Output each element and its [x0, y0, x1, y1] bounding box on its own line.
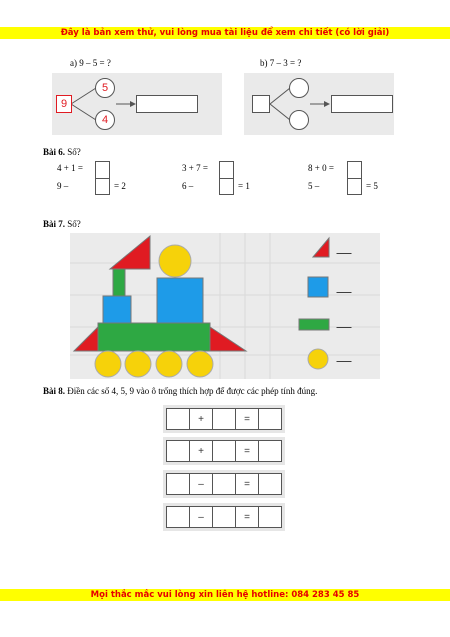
bai6-answer-box-1[interactable] [95, 161, 110, 195]
bai6-r2c1-right: = 2 [114, 181, 126, 191]
bai6-r2c3-left: 5 – [308, 181, 320, 191]
bai7-subtitle: Số? [67, 219, 81, 229]
bai6-r1c2-text: 3 + 7 = [182, 163, 208, 173]
eq4-blank-3[interactable] [259, 507, 281, 527]
bai6-r1c3-text: 8 + 0 = [308, 163, 334, 173]
legend-dots-rectangle[interactable]: ............... [336, 321, 351, 330]
bai6-r2c2-right: = 1 [238, 181, 250, 191]
train-cabin-square [157, 278, 203, 323]
train-top-circle [159, 245, 191, 277]
eq2-operator: + [190, 441, 213, 461]
bai6-subtitle: Số? [67, 147, 81, 157]
eq4-blank-2[interactable] [213, 507, 236, 527]
eq1-operator: + [190, 409, 213, 429]
part-b-label: b) 7 – 3 = ? [260, 58, 302, 68]
bai6-heading [43, 147, 81, 157]
equation-row-4 [166, 506, 282, 528]
eq1-blank-2[interactable] [213, 409, 236, 429]
bai6-title: Bài 6. [43, 147, 66, 157]
train-roof-triangle [110, 236, 150, 269]
eq2-blank-2[interactable] [213, 441, 236, 461]
bai7-title: Bài 7. [43, 219, 66, 229]
eq4-operator: – [190, 507, 213, 527]
eq3-blank-3[interactable] [259, 474, 281, 494]
bai8-heading [43, 386, 317, 396]
answer-box-b[interactable] [331, 95, 393, 113]
legend-triangle [313, 238, 329, 257]
equation-row-1 [166, 408, 282, 430]
eq2-blank-3[interactable] [259, 441, 281, 461]
eq3-operator: – [190, 474, 213, 494]
train-chimney-rect [113, 269, 125, 296]
bottom-circle-b[interactable] [289, 110, 309, 130]
train-front-square [103, 296, 131, 323]
bai6-answer-box-3[interactable] [347, 161, 362, 195]
eq3-blank-1[interactable] [167, 474, 190, 494]
train-wheel-3 [156, 351, 182, 377]
bai6-answer-box-2[interactable] [219, 161, 234, 195]
legend-dots-circle[interactable]: ............... [336, 355, 351, 364]
eq1-blank-1[interactable] [167, 409, 190, 429]
equation-row-3 [166, 473, 282, 495]
eq2-blank-1[interactable] [167, 441, 190, 461]
part-a-label: a) 9 – 5 = ? [70, 58, 111, 68]
diagram-a-panel [52, 73, 222, 135]
answer-box-a[interactable] [136, 95, 198, 113]
legend-circle [308, 349, 328, 369]
eq4-blank-1[interactable] [167, 507, 190, 527]
bai6-r2c1-left: 9 – [57, 181, 69, 191]
bai6-r1c1-text: 4 + 1 = [57, 163, 83, 173]
legend-rectangle [299, 319, 329, 330]
bai8-instruction: Điền các số 4, 5, 9 vào ô trống thích hợp để được các phép tính đúng. [67, 386, 318, 396]
bai7-panel [70, 233, 380, 379]
train-wheel-1 [95, 351, 121, 377]
eq1-blank-3[interactable] [259, 409, 281, 429]
header-banner: Đây là bản xem thử, vui lòng mua tài liệu để xem chi tiết (có lời giải) [0, 27, 450, 39]
legend-dots-square[interactable]: ............... [336, 286, 351, 295]
bai7-shapes [70, 233, 380, 379]
train-wheel-4 [187, 351, 213, 377]
eq3-equals: = [236, 474, 259, 494]
top-circle: 5 [95, 78, 115, 98]
start-number-box: 9 [56, 95, 72, 113]
bai6-r2c2-left: 6 – [182, 181, 194, 191]
top-circle-b[interactable] [289, 78, 309, 98]
train-right-triangle [210, 327, 246, 351]
legend-dots-triangle[interactable]: ............... [336, 247, 351, 256]
footer-banner: Mọi thắc mắc vui lòng xin liên hệ hotline: 084 283 45 85 [0, 589, 450, 601]
start-box-b[interactable] [252, 95, 270, 113]
eq3-blank-2[interactable] [213, 474, 236, 494]
legend-square [308, 277, 328, 297]
bai8-title: Bài 8. [43, 386, 66, 396]
eq1-equals: = [236, 409, 259, 429]
equation-row-2 [166, 440, 282, 462]
train-wheel-2 [125, 351, 151, 377]
bottom-circle: 4 [95, 110, 115, 130]
eq4-equals: = [236, 507, 259, 527]
diagram-b-panel [244, 73, 394, 135]
eq2-equals: = [236, 441, 259, 461]
bai6-r2c3-right: = 5 [366, 181, 378, 191]
train-left-triangle [74, 327, 98, 351]
train-body-rect [98, 323, 210, 351]
bai7-heading [43, 219, 81, 229]
